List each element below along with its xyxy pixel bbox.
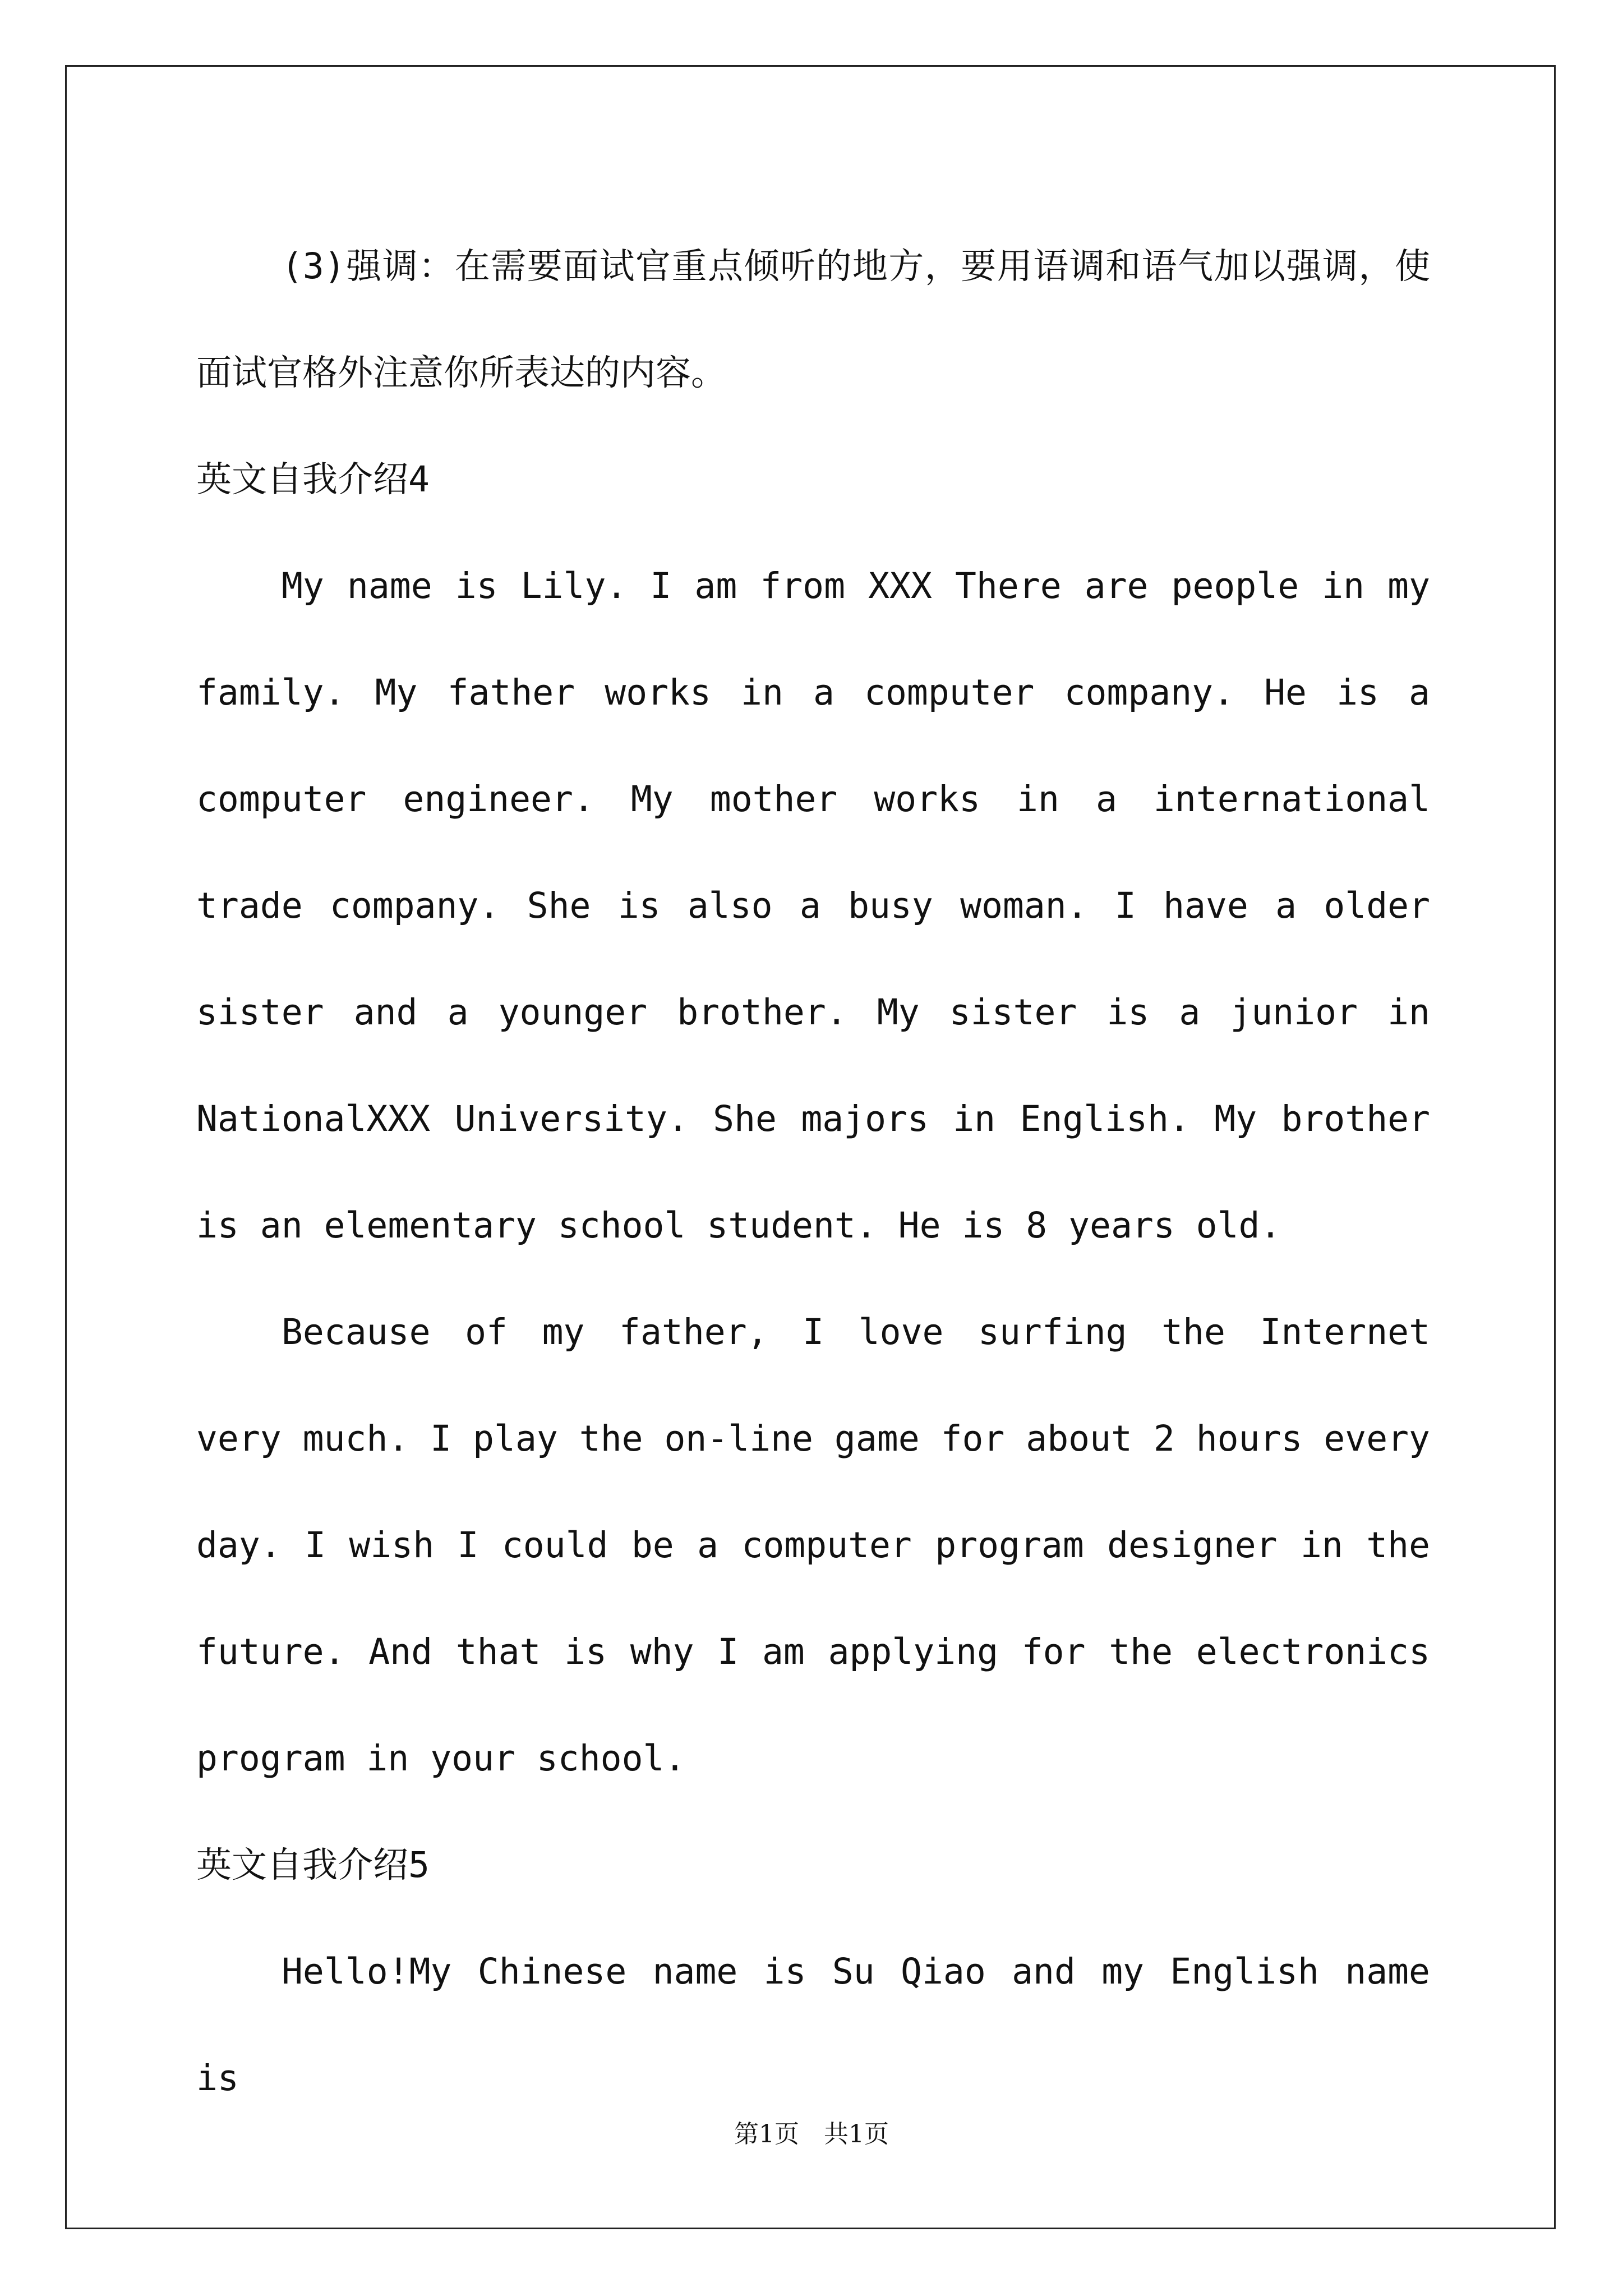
page-number-footer: 第1页 共1页 — [734, 2120, 889, 2148]
paragraph-su-qiao: Hello!My Chinese name is Su Qiao and my English name is — [196, 1951, 1430, 2099]
document-body — [196, 213, 1430, 2132]
paragraph-lily-internet: Because of my father, I love surfing the Internet very much. I play the on-line game for about 2 hours every day. I wish I could be a computer program designer in the future. And that is why I am applying for the electronics program in your school. — [196, 1312, 1430, 1779]
paragraph-emphasis-tip: (3)强调：在需要面试官重点倾听的地方，要用语调和语气加以强调，使面试官格外注意你所表达的内容。 — [196, 246, 1430, 393]
paragraph-lily-family: My name is Lily. I am from XXX There are people in my family. My father works in a computer company. He is a computer engineer. My mother works in a international trade company. She is also a busy woman. I have a older sister and a younger brother. My sister is a junior in NationalXXX University. She majors in English. My brother is an elementary school student. He is 8 years old. — [196, 565, 1430, 1246]
section-heading-4: 英文自我介绍4 — [196, 459, 430, 500]
section-heading-5: 英文自我介绍5 — [196, 1844, 430, 1885]
